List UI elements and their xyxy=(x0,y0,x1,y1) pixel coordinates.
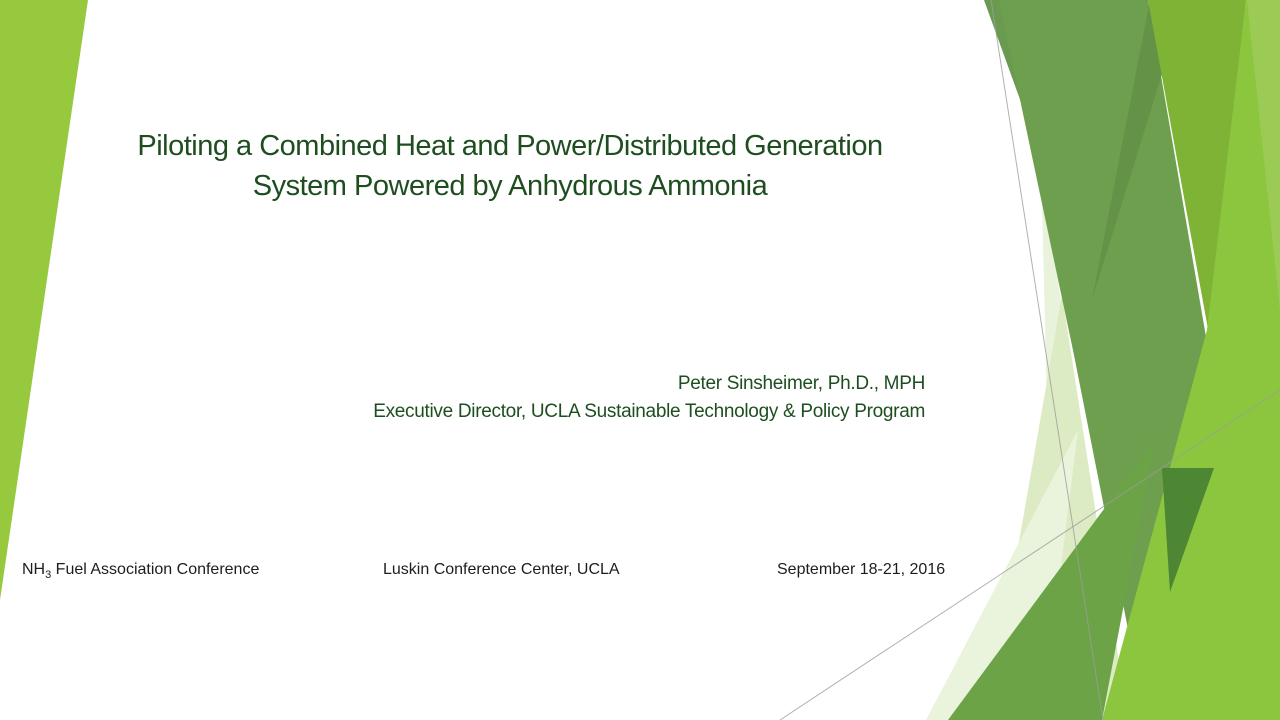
slide-title-line-1: Piloting a Combined Heat and Power/Distributed Generation xyxy=(137,130,883,162)
footer-conference-subscript: 3 xyxy=(45,569,52,582)
footer-row xyxy=(0,559,1280,583)
footer-conference-name xyxy=(22,559,259,581)
slide-title xyxy=(0,126,1020,206)
author-role: Executive Director, UCLA Sustainable Technology & Policy Program xyxy=(373,401,925,422)
left-green-wedge-shape xyxy=(0,0,88,600)
footer-date: September 18-21, 2016 xyxy=(777,561,946,578)
slide-title-line-2: System Powered by Anhydrous Ammonia xyxy=(252,170,768,202)
author-block xyxy=(373,370,925,426)
author-name: Peter Sinsheimer, Ph.D., MPH xyxy=(677,373,925,394)
footer-venue: Luskin Conference Center, UCLA xyxy=(383,561,620,578)
footer-conference-prefix: NH xyxy=(22,561,46,578)
footer-conference-rest: Fuel Association Conference xyxy=(51,561,260,578)
